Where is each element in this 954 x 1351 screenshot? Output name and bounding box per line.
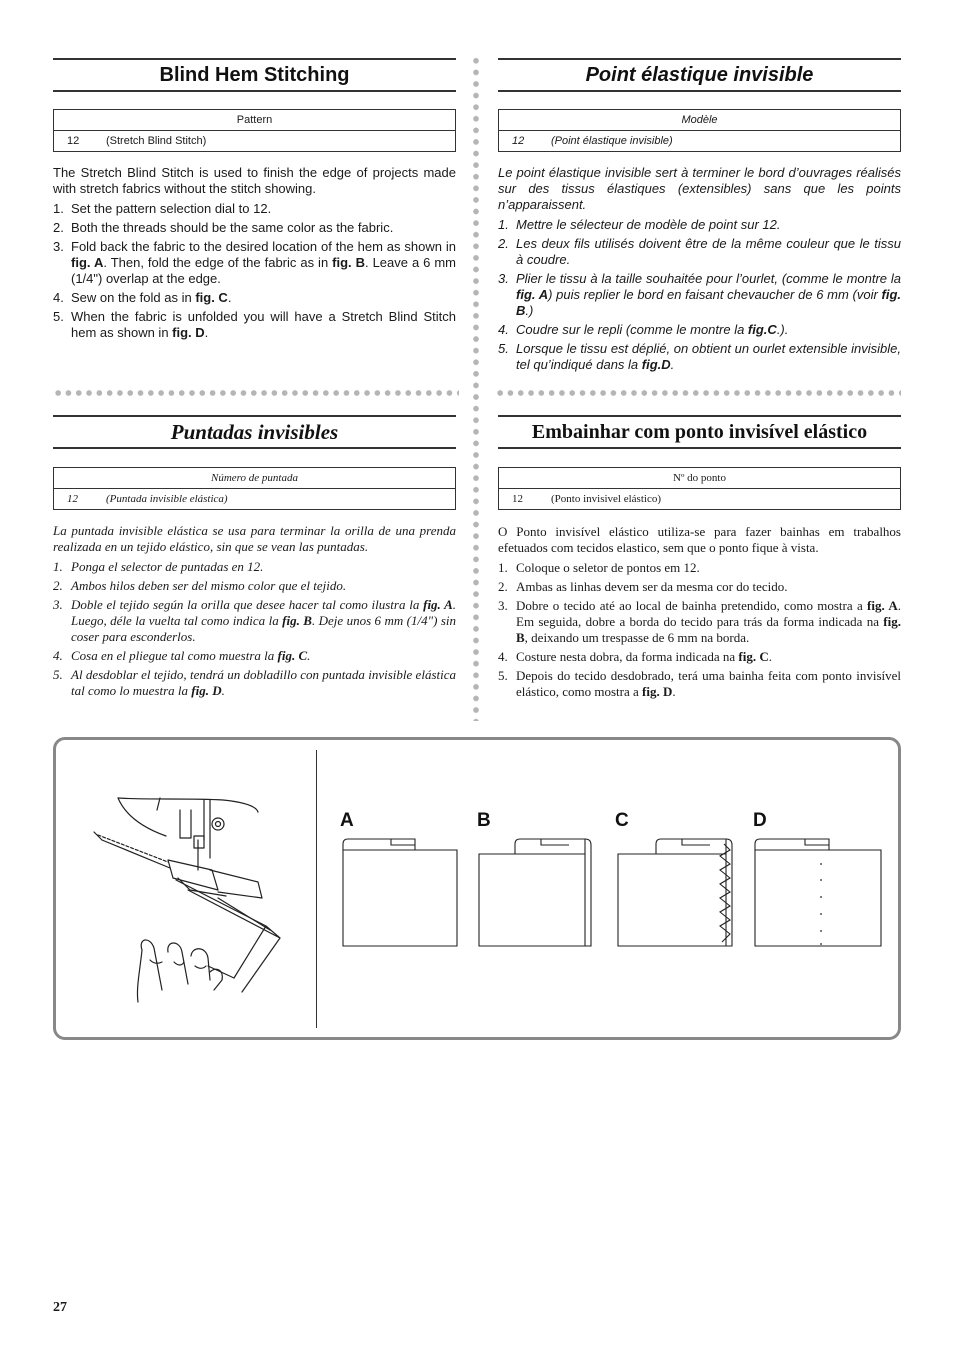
- list-item: 1. Ponga el selector de puntadas en 12.: [53, 559, 264, 574]
- steps-list: [498, 217, 901, 373]
- section-title: Point élastique invisible: [498, 58, 901, 92]
- intro-text: O Ponto invisível elástico utiliza-se para fazer bainhas em trabalhos efetuados com tecidos elastico, sem que o ponto fique à vista.: [498, 524, 901, 555]
- instructions: [498, 524, 901, 703]
- page-number: 27: [53, 1300, 67, 1315]
- list-item: 1. Coloque o seletor de pontos em 12.: [498, 560, 700, 575]
- horizontal-divider-right: [495, 390, 901, 396]
- figure-d: [751, 836, 887, 948]
- list-item: 2. Both the threads should be the same color as the fabric.: [53, 220, 394, 235]
- figure-ref: fig. D: [191, 683, 222, 698]
- section-title: Puntadas invisibles: [53, 415, 456, 449]
- figure-ref: fig. A: [423, 597, 453, 612]
- list-item: 3. Fold back the fabric to the desired location of the hem as shown in fig. A. Then, fold the edge of the fabric as in fig. B. Leave a 6 mm (1/4") overlap at the edge.: [53, 239, 457, 286]
- figure-label-a: A: [340, 810, 354, 831]
- section-title: Embainhar com ponto invisível elástico: [498, 415, 901, 449]
- pattern-table-header: Número de puntada: [54, 468, 456, 489]
- figure-c: [614, 836, 740, 948]
- list-item: 5. Lorsque le tissu est déplié, on obtient un ourlet extensible invisible, tel qu’indiqué dans la fig.D.: [498, 341, 901, 372]
- list-item: 4. Cosa en el pliegue tal como muestra la fig. C.: [53, 648, 311, 663]
- figure-ref: fig.C: [747, 322, 777, 337]
- list-item: 3. Dobre o tecido até ao local de bainha pretendido, como mostra a fig. A. Em seguida, dobre a borda do tecido para trás da forma indicada na fig. B, deixando um trespasse de 6 mm na borda.: [498, 598, 901, 645]
- pattern-table: [498, 467, 901, 510]
- figure-a: [339, 836, 461, 948]
- list-item: 1. Set the pattern selection dial to 12.: [53, 201, 272, 216]
- figure-ref: fig. B: [332, 255, 365, 270]
- figure-ref: fig. C: [738, 649, 769, 664]
- figure-ref: fig. B: [516, 614, 901, 645]
- section-title: Blind Hem Stitching: [53, 58, 456, 92]
- figure-ref: fig. D: [642, 684, 673, 699]
- figure-ref: fig. A: [71, 255, 104, 270]
- figure-ref: fig. A: [516, 287, 549, 302]
- steps-list: [53, 559, 456, 699]
- pattern-name: (Puntada invisible elástica): [106, 493, 228, 505]
- pattern-table-header: Nº do ponto: [499, 468, 901, 489]
- intro-text: La puntada invisible elástica se usa para terminar la orilla de una prenda realizada en un tejido elástico, sin que se vean las puntadas.: [53, 523, 456, 554]
- instructions: [53, 165, 456, 344]
- list-item: 3. Doble el tejido según la orilla que desee hacer tal como ilustra la fig. A. Luego, déle la vuelta tal como indica la fig. B. Deje unos 6 mm (1/4") sin coser para esconderlos.: [53, 597, 456, 644]
- list-item: 3. Plier le tissu à la taille souhaitée pour l’ourlet, (comme le montre la fig. A) puis replier le bord en faisant chevaucher de 6 mm (voir fig. B.): [498, 271, 901, 318]
- figure-b: [475, 836, 597, 948]
- figure-ref: fig. D: [172, 325, 205, 340]
- pattern-table: [498, 109, 901, 152]
- vertical-divider: [473, 55, 479, 721]
- figure-ref: fig.D: [641, 357, 671, 372]
- pattern-number: 12: [67, 135, 80, 147]
- instructions: [498, 165, 901, 376]
- figure-label-b: B: [477, 810, 491, 831]
- pattern-name: (Ponto invisivel elástico): [551, 493, 661, 505]
- list-item: 5. Depois do tecido desdobrado, terá uma bainha feita com ponto invisível elástico, como mostra a fig. D.: [498, 668, 901, 699]
- pattern-table-row: [54, 131, 456, 152]
- pattern-name: (Stretch Blind Stitch): [106, 135, 207, 147]
- list-item: 2. Ambos hilos deben ser del mismo color que el tejido.: [53, 578, 347, 593]
- pattern-table: [53, 109, 456, 152]
- intro-text: The Stretch Blind Stitch is used to finish the edge of projects made with stretch fabrics without the stitch showing.: [53, 165, 456, 196]
- figure-ref: fig. C: [277, 648, 308, 663]
- steps-list: [53, 201, 456, 341]
- figure-ref: fig. C: [195, 290, 228, 305]
- pattern-table-row: [499, 131, 901, 152]
- figure-label-c: C: [615, 810, 629, 831]
- pattern-number: 12: [512, 135, 525, 147]
- figure-ref: fig. B: [516, 287, 901, 318]
- instructions: [53, 523, 456, 702]
- sewing-machine-illustration: [58, 740, 320, 1040]
- pattern-table: [53, 467, 456, 510]
- list-item: 5. When the fabric is unfolded you will have a Stretch Blind Stitch hem as shown in fig. D.: [53, 309, 456, 340]
- pattern-number: 12: [512, 493, 523, 505]
- steps-list: [498, 560, 901, 700]
- pattern-name: (Point élastique invisible): [551, 135, 673, 147]
- pattern-table-row: [499, 489, 901, 510]
- figure-label-d: D: [753, 810, 767, 831]
- list-item: 4. Coudre sur le repli (comme le montre la fig.C.).: [498, 322, 789, 337]
- intro-text: Le point élastique invisible sert à terminer le bord d’ouvrages réalisés sur des tissus élastiques (extensibles) sans que les points n’apparaissent.: [498, 165, 901, 212]
- list-item: 4. Sew on the fold as in fig. C.: [53, 290, 232, 305]
- list-item: 2. Les deux fils utilisés doivent être de la même couleur que le tissu à coudre.: [498, 236, 901, 267]
- pattern-number: 12: [67, 493, 78, 505]
- pattern-table-header: Pattern: [54, 110, 456, 131]
- figure-ref: fig. A: [867, 598, 898, 613]
- pattern-table-header: Modèle: [499, 110, 901, 131]
- pattern-table-row: [54, 489, 456, 510]
- horizontal-divider-left: [53, 390, 459, 396]
- list-item: 1. Mettre le sélecteur de modèle de point sur 12.: [498, 217, 781, 232]
- figure-separator: [316, 750, 317, 1028]
- list-item: 4. Costure nesta dobra, da forma indicada na fig. C.: [498, 649, 772, 664]
- list-item: 2. Ambas as linhas devem ser da mesma cor do tecido.: [498, 579, 788, 594]
- figure-ref: fig. B: [282, 613, 312, 628]
- figure-panel: [53, 737, 901, 1040]
- list-item: 5. Al desdoblar el tejido, tendrá un dobladillo con puntada invisible elástica tal como lo muestra la fig. D.: [53, 667, 456, 698]
